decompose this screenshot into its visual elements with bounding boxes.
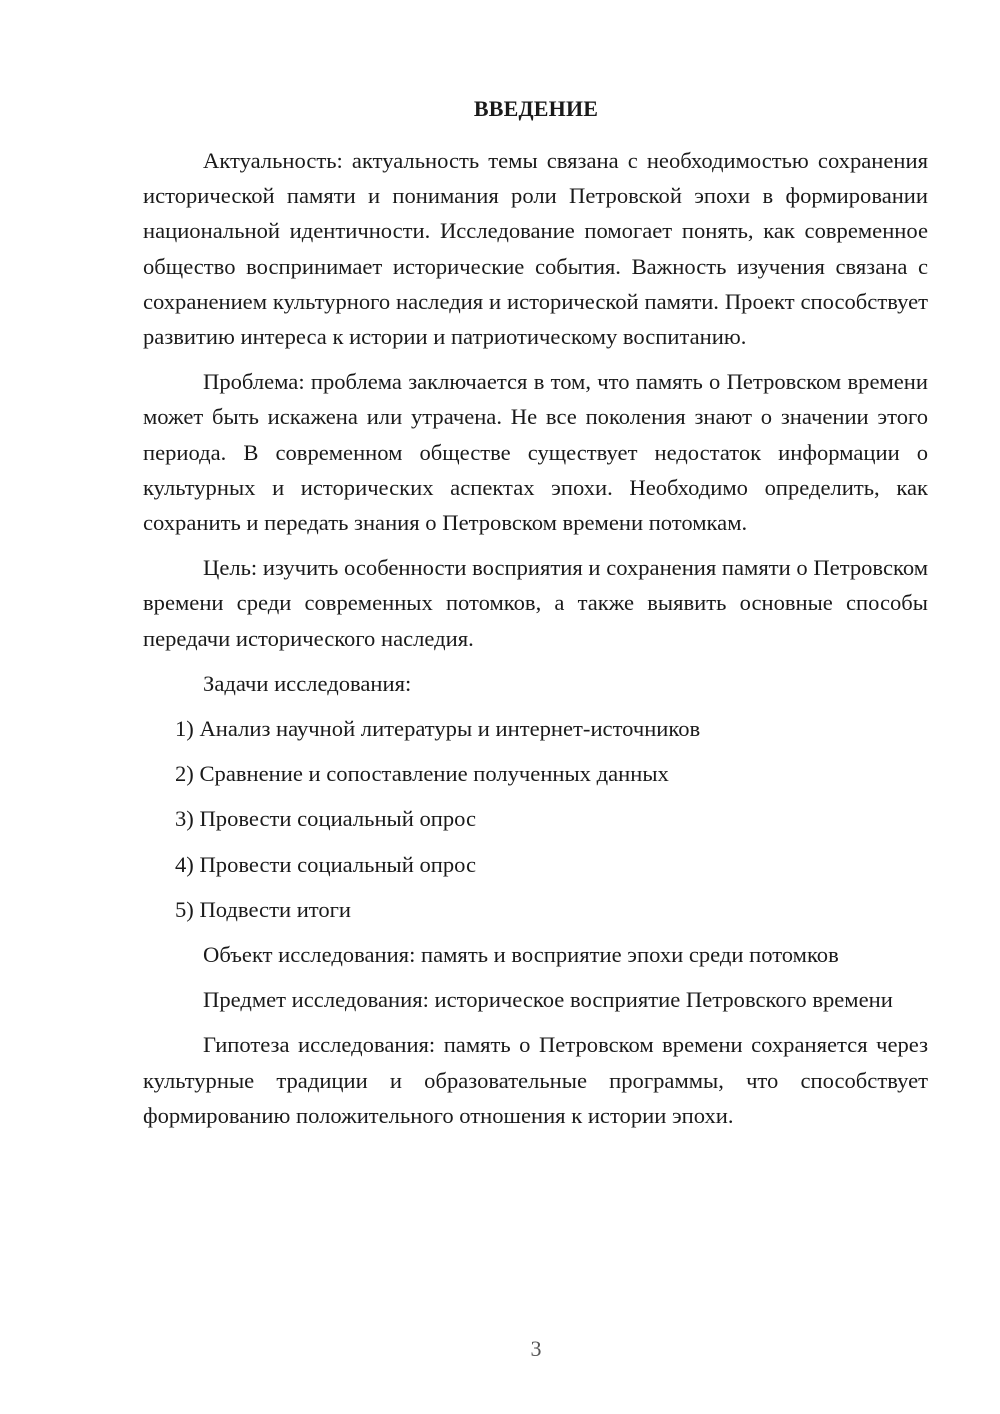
- list-item: 1) Анализ научной литературы и интернет-источников: [175, 716, 701, 742]
- paragraph-relevance: Актуальность: актуальность темы связана с необходимостью сохранения исторической памяти и понимания роли Петровской эпохи в формировании национальной идентичности. Исследование помогает понять, как современное общество воспринимает исторические события. Важность изучения связана с сохранением культурного наследия и исторической памяти. Проект способствует развитию интереса к истории и патриотическому воспитанию.: [143, 148, 928, 350]
- paragraph-subject: Предмет исследования: историческое восприятие Петровского времени: [203, 987, 893, 1013]
- list-item: 2) Сравнение и сопоставление полученных данных: [175, 761, 669, 787]
- list-item: 3) Провести социальный опрос: [175, 806, 477, 832]
- paragraph-hypothesis: Гипотеза исследования: память о Петровском времени сохраняется через культурные традиции и образовательные программы, что способствует формированию положительного отношения к истории эпохи.: [143, 1032, 928, 1128]
- tasks-list: [143, 711, 928, 927]
- tasks-heading: Задачи исследования:: [203, 670, 412, 696]
- section-title: ВВЕДЕНИЕ: [473, 96, 599, 121]
- document-body: [143, 143, 928, 1143]
- paragraph-object: Объект исследования: память и восприятие эпохи среди потомков: [203, 942, 839, 968]
- list-item: 5) Подвести итоги: [175, 896, 352, 922]
- list-item: 4) Провести социальный опрос: [175, 851, 477, 877]
- paragraph-goal: Цель: изучить особенности восприятия и сохранения памяти о Петровском времени среди современных потомков, а также выявить основные способы передачи исторического наследия.: [143, 555, 928, 651]
- paragraph-problem: Проблема: проблема заключается в том, что память о Петровском времени может быть искажена или утрачена. Не все поколения знают о значении этого периода. В современном обществе существует недостаток информации о культурных и исторических аспектах эпохи. Необходимо определить, как сохранить и передать знания о Петровском времени потомкам.: [143, 369, 928, 536]
- page-number: 3: [530, 1336, 542, 1361]
